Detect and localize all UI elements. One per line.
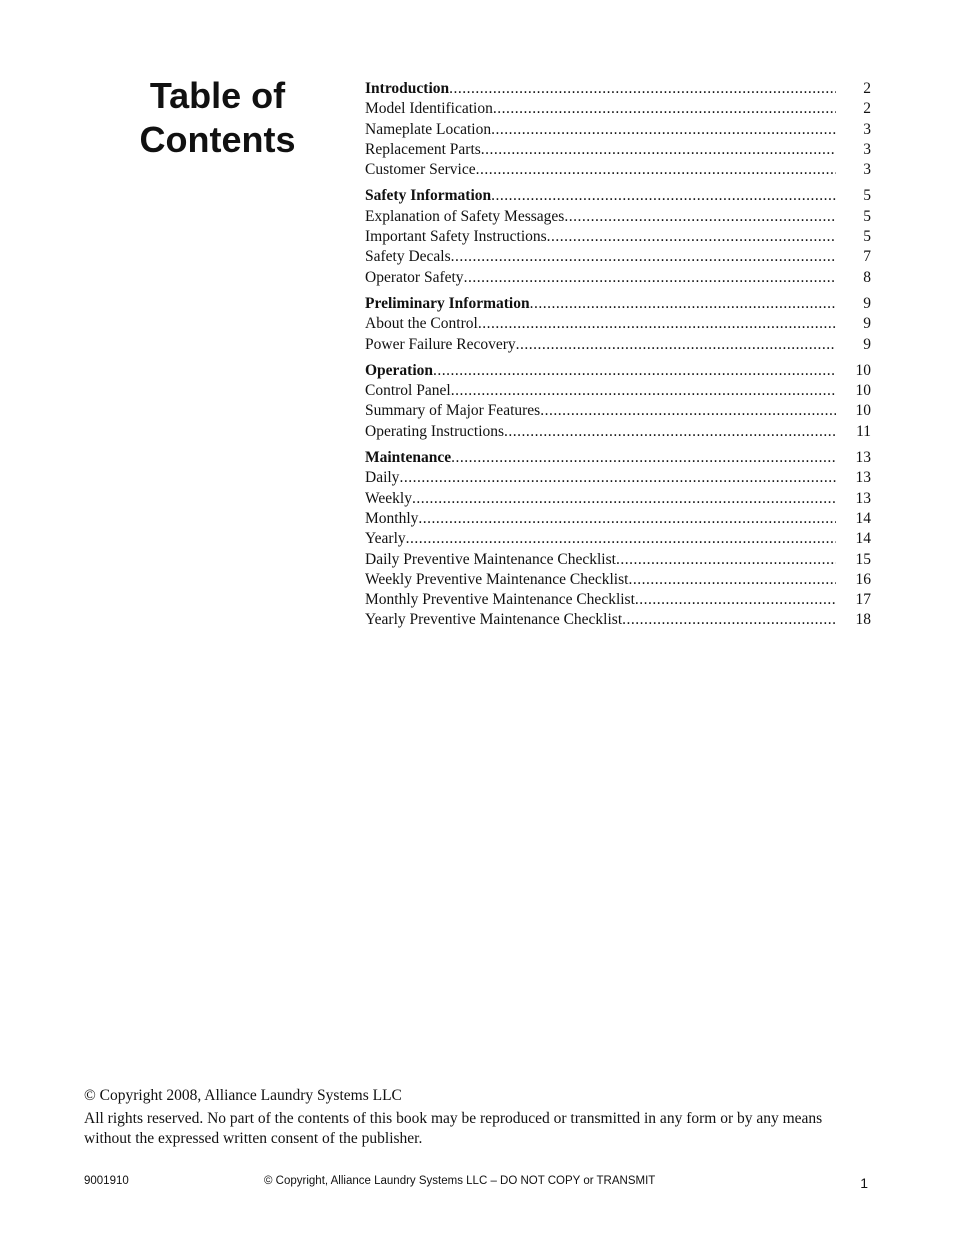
toc-entry[interactable] xyxy=(365,381,871,401)
toc-page-number: 3 xyxy=(863,120,871,138)
rights-reserved-text: All rights reserved. No part of the contents of this book may be reproduced or transmitted in any form or by any means without the expressed written consent of the publisher. xyxy=(84,1110,823,1147)
toc-entry[interactable] xyxy=(365,227,871,247)
dot-leader xyxy=(564,207,836,227)
toc-entry-title: Introduction xyxy=(365,80,450,97)
toc-entry[interactable] xyxy=(365,335,871,355)
toc-entry[interactable] xyxy=(365,401,871,421)
dot-leader xyxy=(491,120,836,140)
dot-leader xyxy=(399,468,836,488)
toc-entry[interactable] xyxy=(365,314,871,334)
toc-entry[interactable] xyxy=(365,489,871,509)
toc-entry-title: Operation xyxy=(365,361,434,379)
page-title xyxy=(110,74,325,162)
toc-entry-title: Replacement Parts xyxy=(365,140,481,158)
toc-entry[interactable] xyxy=(365,268,871,288)
dot-leader xyxy=(451,381,836,401)
toc-page-number: 10 xyxy=(855,382,871,400)
toc-entry[interactable] xyxy=(365,529,871,549)
dot-leader xyxy=(418,509,836,529)
toc-entry[interactable] xyxy=(365,550,871,570)
toc-entry-title: Control Panel xyxy=(365,382,451,400)
toc-section-heading[interactable] xyxy=(365,186,871,206)
toc-page-number: 8 xyxy=(863,268,871,286)
toc-page-number: 15 xyxy=(855,550,871,568)
toc-entry-title: Model Identification xyxy=(365,100,493,118)
toc-entry[interactable] xyxy=(365,509,871,529)
document-number: 9001910 xyxy=(84,1175,129,1187)
toc-page-number: 11 xyxy=(856,422,871,440)
toc-entry-title: Yearly Preventive Maintenance Checklist xyxy=(365,611,623,629)
dot-leader xyxy=(547,227,836,247)
toc-page-number: 13 xyxy=(855,489,871,507)
toc-entry-title: Daily Preventive Maintenance Checklist xyxy=(365,550,616,568)
dot-leader xyxy=(491,186,836,206)
dot-leader xyxy=(449,79,836,99)
toc-entry-title: About the Control xyxy=(365,315,478,333)
toc-entry[interactable] xyxy=(365,140,871,160)
toc-page-number: 10 xyxy=(855,361,871,379)
page-number: 1 xyxy=(860,1175,868,1191)
toc-page-number: 5 xyxy=(863,207,871,225)
toc-entry[interactable] xyxy=(365,468,871,488)
toc-entry-title: Yearly xyxy=(365,530,406,548)
toc-entry-title: Preliminary Information xyxy=(365,294,530,312)
toc-page-number: 2 xyxy=(863,100,871,118)
toc-entry[interactable] xyxy=(365,247,871,267)
toc-entry[interactable] xyxy=(365,610,871,630)
page-title-line-2: Contents xyxy=(139,119,296,160)
dot-leader xyxy=(464,268,836,288)
dot-leader xyxy=(451,247,836,267)
toc-page-number: 3 xyxy=(863,161,871,179)
toc-entry-title: Daily xyxy=(365,469,400,487)
toc-page-number: 3 xyxy=(863,140,871,158)
table-of-contents xyxy=(365,79,871,637)
toc-entry[interactable] xyxy=(365,422,871,442)
toc-section-operation xyxy=(365,361,871,442)
dot-leader xyxy=(478,314,836,334)
toc-entry[interactable] xyxy=(365,160,871,180)
toc-entry-title: Summary of Major Features xyxy=(365,402,541,420)
toc-entry-title: Customer Service xyxy=(365,161,476,179)
dot-leader xyxy=(412,489,836,509)
toc-entry-title: Maintenance xyxy=(365,449,452,467)
toc-section-maintenance xyxy=(365,448,871,631)
dot-leader xyxy=(406,529,836,549)
dot-leader xyxy=(433,361,836,381)
copyright-notice: © Copyright, Alliance Laundry Systems LLC – DO NOT COPY or TRANSMIT xyxy=(264,1175,656,1187)
page-footer xyxy=(84,1174,870,1194)
toc-entry-title: Operating Instructions xyxy=(365,422,505,440)
toc-page-number: 10 xyxy=(855,402,871,420)
page-title-line-1: Table of xyxy=(149,75,286,116)
toc-page-number: 9 xyxy=(863,315,871,333)
toc-section-heading[interactable] xyxy=(365,448,871,468)
toc-page-number: 9 xyxy=(863,294,871,312)
copyright-line: © Copyright 2008, Alliance Laundry Systems LLC xyxy=(84,1087,402,1104)
toc-section-introduction xyxy=(365,79,871,180)
toc-entry-title: Nameplate Location xyxy=(365,120,492,138)
dot-leader xyxy=(530,294,836,314)
toc-page-number: 7 xyxy=(863,248,871,266)
toc-section-heading[interactable] xyxy=(365,79,871,99)
toc-entry[interactable] xyxy=(365,207,871,227)
toc-section-heading[interactable] xyxy=(365,294,871,314)
toc-entry-title: Monthly Preventive Maintenance Checklist xyxy=(365,591,635,609)
toc-entry-title: Safety Decals xyxy=(365,248,451,266)
toc-entry[interactable] xyxy=(365,120,871,140)
copyright-block xyxy=(84,1086,864,1149)
toc-page-number: 14 xyxy=(855,530,871,548)
toc-section-heading[interactable] xyxy=(365,361,871,381)
dot-leader xyxy=(516,335,836,355)
toc-page-number: 18 xyxy=(855,611,871,629)
toc-section-preliminary-information xyxy=(365,294,871,355)
dot-leader xyxy=(635,590,836,610)
dot-leader xyxy=(616,550,836,570)
toc-page-number: 17 xyxy=(855,591,871,609)
toc-page-number: 16 xyxy=(855,570,871,588)
toc-page-number: 5 xyxy=(863,228,871,246)
toc-page-number: 13 xyxy=(855,469,871,487)
toc-page-number: 5 xyxy=(863,187,871,205)
toc-entry-title: Safety Information xyxy=(365,187,492,205)
dot-leader xyxy=(622,610,836,630)
toc-entry-title: Operator Safety xyxy=(365,268,464,286)
dot-leader xyxy=(493,99,836,119)
toc-entry-title: Important Safety Instructions xyxy=(365,228,547,246)
dot-leader xyxy=(540,401,836,421)
toc-page-number: 13 xyxy=(855,449,871,467)
toc-entry[interactable] xyxy=(365,99,871,119)
toc-page-number: 2 xyxy=(863,80,871,97)
toc-entry-title: Monthly xyxy=(365,509,419,527)
toc-entry[interactable] xyxy=(365,570,871,590)
toc-entry[interactable] xyxy=(365,590,871,610)
dot-leader xyxy=(476,160,836,180)
toc-section-safety-information xyxy=(365,186,871,287)
toc-page-number: 9 xyxy=(863,335,871,353)
dot-leader xyxy=(481,140,836,160)
dot-leader xyxy=(451,448,836,468)
toc-entry-title: Weekly xyxy=(365,489,412,507)
toc-entry-title: Explanation of Safety Messages xyxy=(365,207,565,225)
dot-leader xyxy=(628,570,836,590)
toc-entry-title: Weekly Preventive Maintenance Checklist xyxy=(365,570,629,588)
dot-leader xyxy=(504,422,836,442)
toc-page-number: 14 xyxy=(855,509,871,527)
toc-entry-title: Power Failure Recovery xyxy=(365,335,516,353)
